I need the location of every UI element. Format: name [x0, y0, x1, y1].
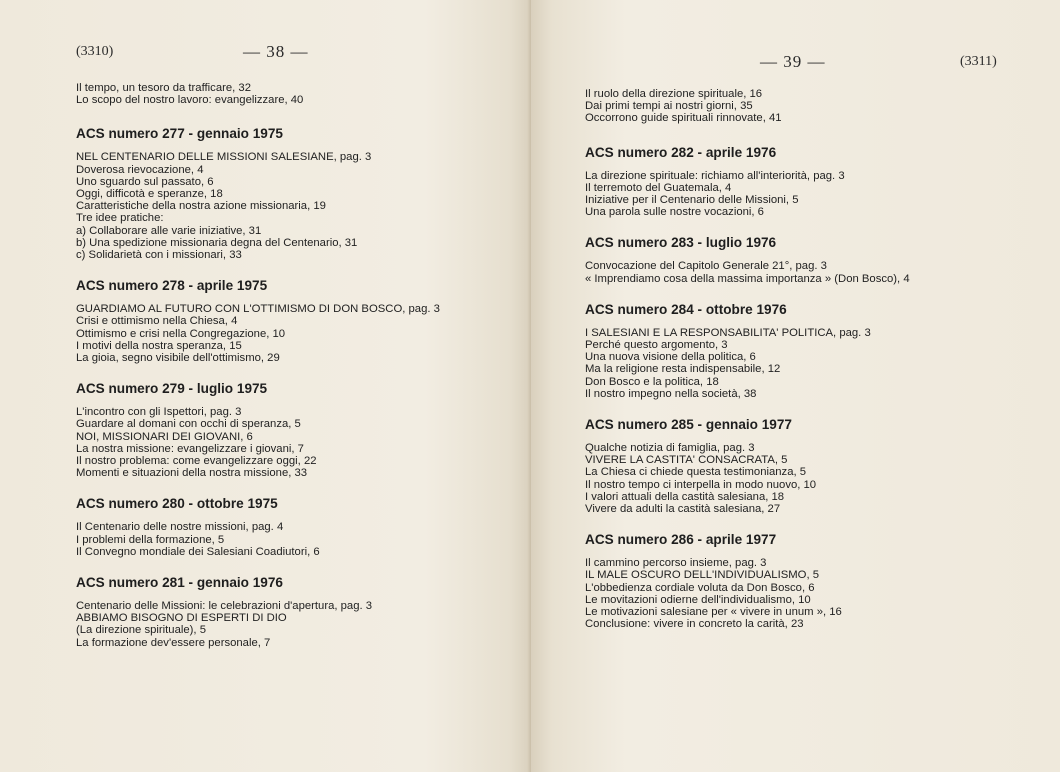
- section-281: [76, 575, 440, 649]
- list-item: L'incontro con gli Ispettori, pag. 3: [76, 406, 242, 419]
- list-item: « Imprendiamo cosa della massima importanza » (Don Bosco), 4: [585, 272, 910, 285]
- section-title: ACS numero 279 - luglio 1975: [76, 381, 268, 397]
- list-item: Momenti e situazioni della nostra missione, 33: [76, 467, 308, 480]
- list-item: Uno sguardo sul passato, 6: [76, 175, 214, 188]
- section-284: [585, 302, 910, 400]
- list-item: Conclusione: vivere in concreto la carità, 23: [585, 618, 804, 631]
- list-item: I motivi della nostra speranza, 15: [76, 339, 242, 352]
- section-278: [76, 278, 440, 364]
- list-item: Crisi e ottimismo nella Chiesa, 4: [76, 315, 238, 328]
- list-item: Il ruolo della direzione spirituale, 16: [585, 88, 763, 100]
- list-item: I problemi della formazione, 5: [76, 533, 225, 546]
- list-item: IL MALE OSCURO DELL'INDIVIDUALISMO, 5: [585, 569, 820, 582]
- section-282: [585, 145, 910, 219]
- section-286: [585, 532, 910, 630]
- right-intro: [585, 88, 910, 125]
- list-item: Le movitazioni odierne dell'individualismo, 10: [585, 593, 811, 606]
- list-item: Caratteristiche della nostra azione missionaria, 19: [76, 200, 326, 213]
- list-item: La direzione spirituale: richiamo all'interiorità, pag. 3: [585, 169, 845, 182]
- left-page-number: — 38 —: [243, 42, 309, 61]
- list-item: GUARDIAMO AL FUTURO CON L'OTTIMISMO DI DON BOSCO, pag. 3: [76, 303, 440, 316]
- section-title: ACS numero 282 - aprile 1976: [585, 144, 777, 160]
- list-item: Vivere da adulti la castità salesiana, 27: [585, 503, 781, 516]
- section-277: [76, 126, 440, 261]
- section-title: ACS numero 286 - aprile 1977: [585, 532, 777, 548]
- list-item: La formazione dev'essere personale, 7: [76, 636, 271, 649]
- list-item: I valori attuali della castità salesiana, 18: [585, 490, 785, 503]
- list-item: Oggi, difficotà e speranze, 18: [76, 188, 223, 201]
- list-item: Ma la religione resta indispensabile, 12: [585, 363, 781, 376]
- list-item: Il nostro impegno nella società, 38: [585, 387, 757, 400]
- list-item: Centenario delle Missioni: le celebrazioni d'apertura, pag. 3: [76, 600, 373, 613]
- list-item: Doverosa rievocazione, 4: [76, 163, 204, 176]
- list-item: Una parola sulle nostre vocazioni, 6: [585, 206, 764, 219]
- list-item: NEL CENTENARIO DELLE MISSIONI SALESIANE, pag. 3: [76, 151, 372, 164]
- list-item: Occorrono guide spirituali rinnovate, 41: [585, 112, 782, 125]
- left-page-code: (3310): [76, 44, 114, 59]
- section-279: [76, 381, 440, 479]
- list-item: Il Centenario delle nostre missioni, pag. 4: [76, 521, 284, 534]
- section-283: [585, 235, 910, 284]
- section-title: ACS numero 281 - gennaio 1976: [76, 575, 283, 591]
- list-item: Perché questo argomento, 3: [585, 339, 728, 352]
- list-item: b) Una spedizione missionaria degna del Centenario, 31: [76, 236, 358, 249]
- section-title: ACS numero 278 - aprile 1975: [76, 278, 268, 294]
- list-item: NOI, MISSIONARI DEI GIOVANI, 6: [76, 430, 253, 443]
- list-item: La gioia, segno visibile dell'ottimismo, 29: [76, 352, 280, 365]
- list-item: Una nuova visione della politica, 6: [585, 351, 756, 364]
- list-item: Il nostro tempo ci interpella in modo nuovo, 10: [585, 478, 817, 491]
- list-item: Iniziative per il Centenario delle Missioni, 5: [585, 194, 799, 207]
- list-item: L'obbedienza cordiale voluta da Don Bosco, 6: [585, 581, 815, 594]
- list-item: Dai primi tempi ai nostri giorni, 35: [585, 100, 753, 113]
- list-item: a) Collaborare alle varie iniziative, 31: [76, 224, 262, 237]
- list-item: Le motivazioni salesiane per « vivere in unum », 16: [585, 606, 842, 619]
- right-page-number: — 39 —: [760, 52, 826, 71]
- section-285: [585, 417, 910, 515]
- section-title: ACS numero 277 - gennaio 1975: [76, 126, 283, 142]
- list-item: (La direzione spirituale), 5: [76, 624, 206, 637]
- list-item: Lo scopo del nostro lavoro: evangelizzare, 40: [76, 94, 304, 107]
- list-item: Convocazione del Capitolo Generale 21°, pag. 3: [585, 260, 827, 273]
- left-page-content: [76, 82, 440, 666]
- right-page-content: [585, 88, 910, 647]
- section-title: ACS numero 280 - ottobre 1975: [76, 496, 278, 512]
- list-item: Qualche notizia di famiglia, pag. 3: [585, 442, 755, 455]
- list-item: Guardare al domani con occhi di speranza, 5: [76, 418, 301, 431]
- list-item: La nostra missione: evangelizzare i giovani, 7: [76, 442, 304, 455]
- list-item: I SALESIANI E LA RESPONSABILITA' POLITICA, pag. 3: [585, 326, 871, 339]
- list-item: Il tempo, un tesoro da trafficare, 32: [76, 82, 251, 94]
- section-title: ACS numero 284 - ottobre 1976: [585, 301, 787, 317]
- right-page: [531, 0, 1060, 772]
- list-item: c) Solidarietà con i missionari, 33: [76, 249, 242, 262]
- list-item: La Chiesa ci chiede questa testimonianza, 5: [585, 466, 807, 479]
- section-title: ACS numero 285 - gennaio 1977: [585, 417, 792, 433]
- list-item: Il cammino percorso insieme, pag. 3: [585, 557, 767, 570]
- list-item: Il nostro problema: come evangelizzare oggi, 22: [76, 455, 317, 468]
- list-item: VIVERE LA CASTITA' CONSACRATA, 5: [585, 454, 788, 467]
- list-item: Tre idee pratiche:: [76, 212, 164, 225]
- right-page-code: (3311): [960, 54, 997, 69]
- list-item: Il Convegno mondiale dei Salesiani Coadiutori, 6: [76, 545, 320, 558]
- section-title: ACS numero 283 - luglio 1976: [585, 235, 777, 251]
- list-item: Ottimismo e crisi nella Congregazione, 10: [76, 327, 286, 340]
- section-280: [76, 496, 440, 558]
- list-item: ABBIAMO BISOGNO DI ESPERTI DI DIO: [76, 612, 287, 625]
- left-intro: [76, 82, 440, 106]
- list-item: Il terremoto del Guatemala, 4: [585, 181, 732, 194]
- list-item: Don Bosco e la politica, 18: [585, 375, 719, 388]
